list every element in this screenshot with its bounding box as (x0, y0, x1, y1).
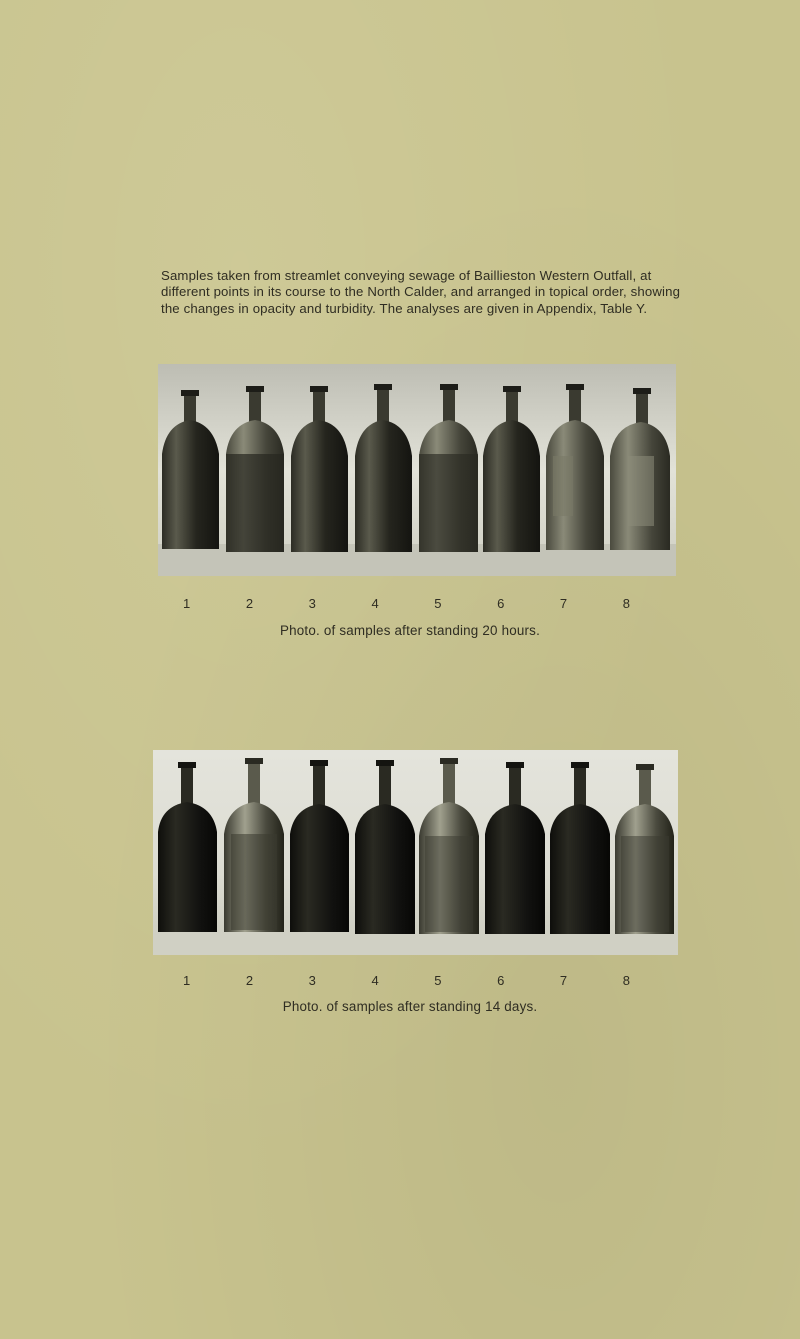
sample-number: 2 (245, 973, 254, 988)
sample-number: 6 (497, 973, 505, 988)
sample-numbers-row-1 (183, 596, 630, 611)
sample-number: 3 (308, 973, 316, 988)
sample-number: 1 (183, 596, 191, 611)
sample-number: 3 (308, 596, 316, 611)
sample-number: 1 (183, 973, 191, 988)
sample-number: 5 (434, 973, 442, 988)
sample-number: 5 (434, 596, 442, 611)
sample-number: 6 (497, 596, 505, 611)
sample-numbers-row-2 (183, 973, 630, 988)
figure-caption-1: Photo. of samples after standing 20 hours. (280, 623, 540, 638)
bottles-photo-1 (158, 364, 676, 576)
sample-number: 7 (559, 596, 568, 611)
intro-caption: Samples taken from streamlet conveying sewage of Baillieston Western Outfall, at different points in its course to the North Calder, and arranged in topical order, showing the changes in opacity and turbidity. The analyses are given in Appendix, Table Y. (161, 268, 681, 316)
photo-samples-20-hours (158, 364, 676, 576)
figure-caption-2: Photo. of samples after standing 14 days. (282, 999, 538, 1014)
photo-samples-14-days (153, 750, 678, 955)
sample-number: 8 (622, 973, 630, 988)
bottles-photo-2 (153, 750, 678, 955)
sample-number: 8 (622, 596, 630, 611)
sample-number: 2 (245, 596, 254, 611)
sample-number: 4 (371, 596, 379, 611)
sample-number: 7 (559, 973, 568, 988)
sample-number: 4 (371, 973, 379, 988)
